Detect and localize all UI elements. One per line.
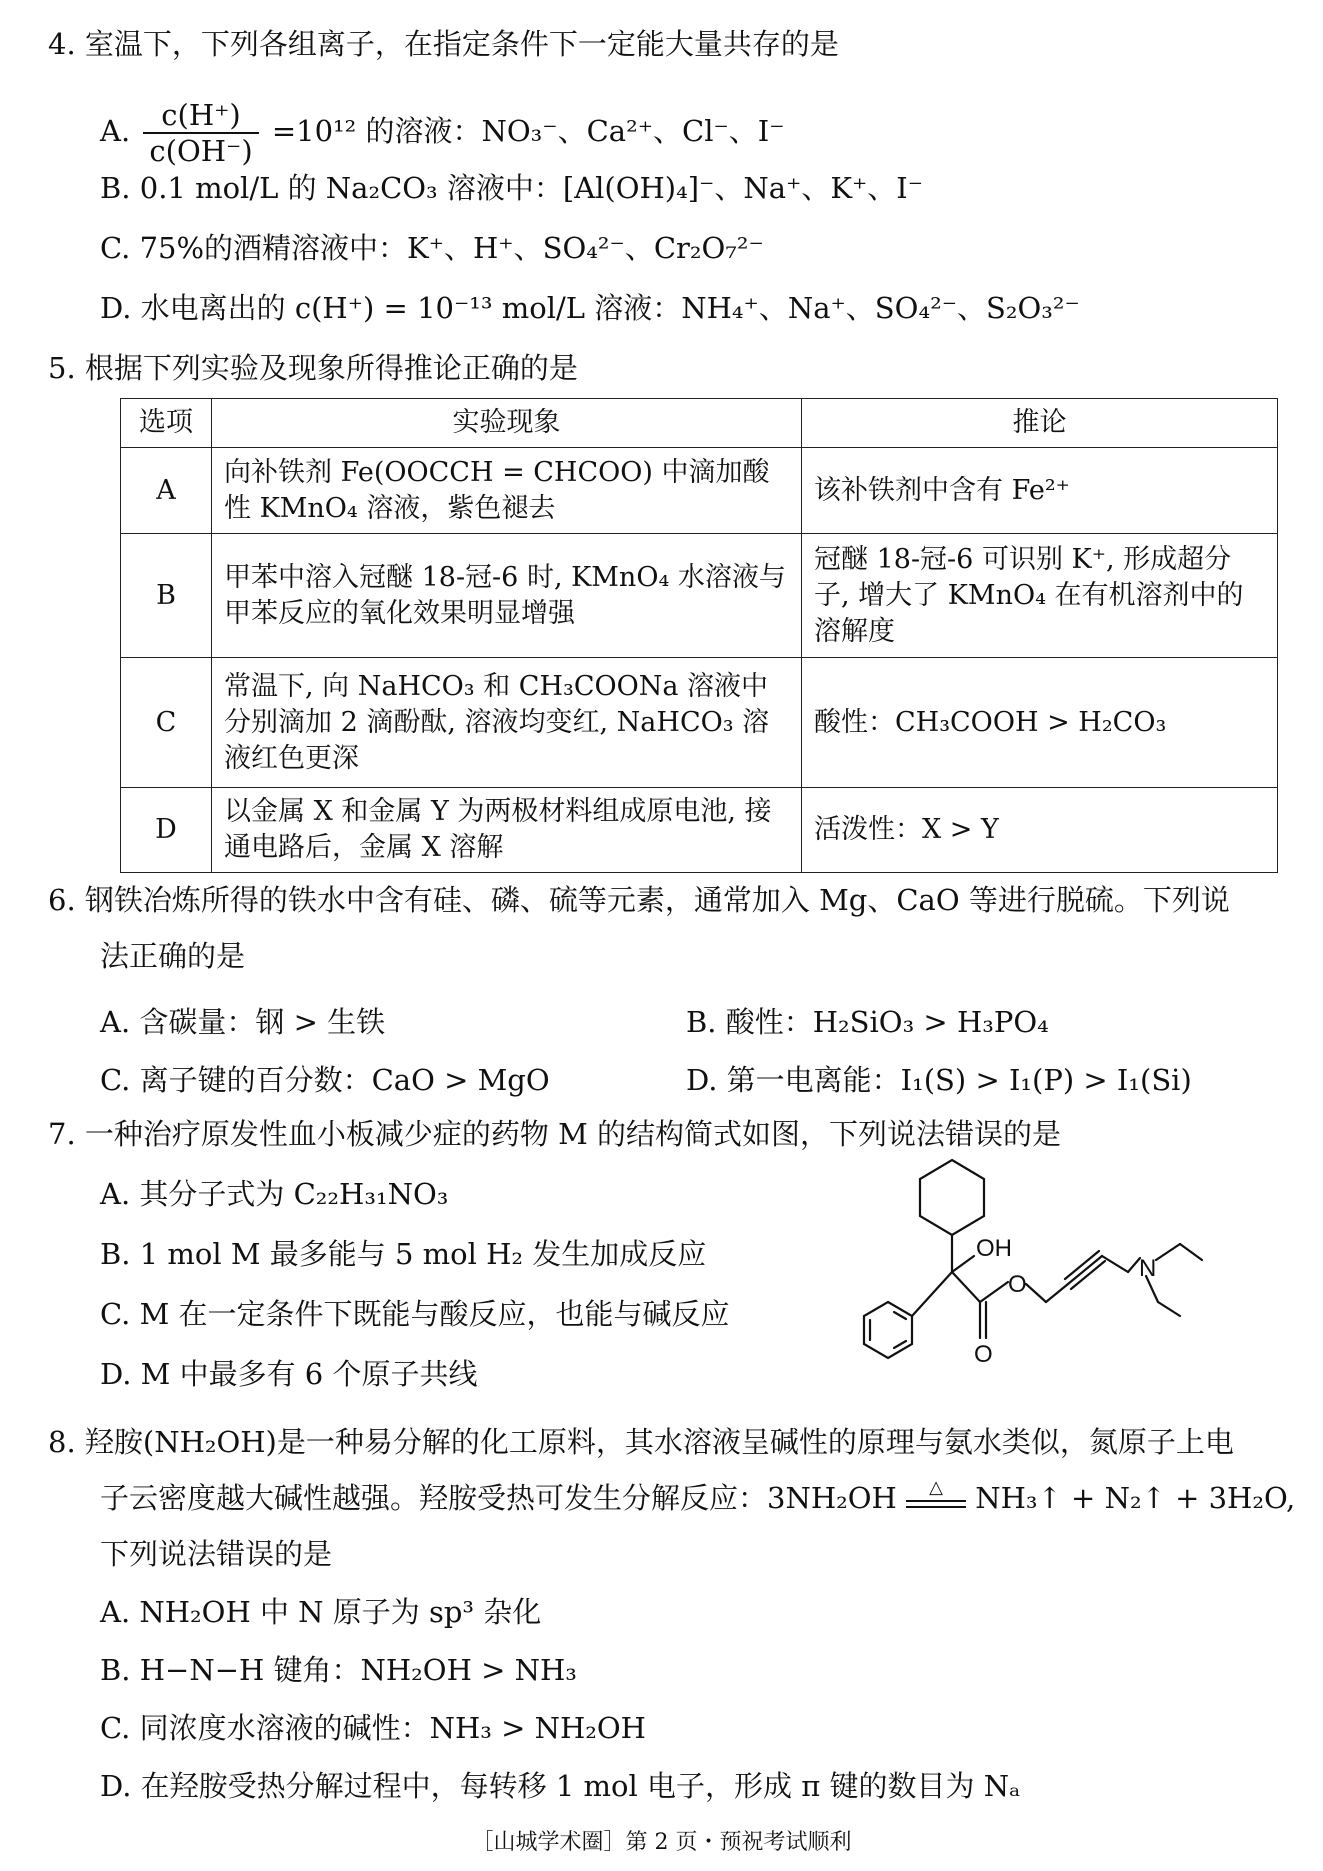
table-header-row [121,399,1278,448]
table-cell-inference: 冠醚 18-冠-6 可识别 K⁺, 形成超分子, 增大了 KMnO₄ 在有机溶剂中的溶解度 [802,534,1278,658]
bond-phenyl-to-center [912,1272,952,1316]
q4-stem: 4. 室温下，下列各组离子，在指定条件下一定能大量共存的是 [48,27,839,61]
table-cell-inference: 该补铁剂中含有 Fe²⁺ [802,448,1278,534]
q4-option-c: C. 75%的酒精溶液中：K⁺、H⁺、SO₄²⁻、Cr₂O₇²⁻ [100,231,764,265]
label-oh: OH [976,1235,1012,1262]
q8-stem-line3: 下列说法错误的是 [100,1537,333,1571]
table-cell-experiment: 以金属 X 和金属 Y 为两极材料组成原电池, 接通电路后，金属 X 溶解 [212,788,802,873]
table-cell-inference: 活泼性：X > Y [802,788,1278,873]
q5-table [120,398,1278,873]
cyclohexane-ring [920,1160,984,1235]
table-row [121,448,1278,534]
q6-stem-line1: 6. 钢铁冶炼所得的铁水中含有硅、磷、硫等元素，通常加入 Mg、CaO 等进行脱硫。下列说 [48,883,1230,917]
q8-option-c: C. 同浓度水溶液的碱性：NH₃ > NH₂OH [100,1711,646,1745]
q4-fraction-denominator: c(OH⁻) [149,134,253,168]
label-n: N [1139,1255,1157,1282]
q4-option-a-text: 的溶液：NO₃⁻、Ca²⁺、Cl⁻、I⁻ [365,114,785,148]
table-cell-option: D [121,788,212,873]
q7-option-b: B. 1 mol M 最多能与 5 mol H₂ 发生加成反应 [100,1237,707,1271]
q4-option-a-label: A. [100,114,131,148]
table-cell-inference: 酸性：CH₃COOH > H₂CO₃ [802,658,1278,788]
table-row [121,658,1278,788]
q8-option-d: D. 在羟胺受热分解过程中，每转移 1 mol 电子，形成 π 键的数目为 Nₐ [100,1769,1021,1803]
q8-option-b: B. H−N−H 键角：NH₂OH > NH₃ [100,1653,577,1687]
q6-option-b: B. 酸性：H₂SiO₃ > H₃PO₄ [686,1005,1049,1039]
q4-fraction [143,98,258,168]
molecule-structure-diagram [840,1152,1220,1377]
q4-option-b: B. 0.1 mol/L 的 Na₂CO₃ 溶液中：[Al(OH)₄]⁻、Na⁺、K⁺、I⁻ [100,171,924,205]
q4-fraction-numerator: c(H⁺) [143,98,258,134]
heating-condition: △ [929,1477,943,1498]
q6-option-d: D. 第一电离能：I₁(S) > I₁(P) > I₁(Si) [686,1063,1192,1097]
table-row [121,534,1278,658]
table-cell-experiment: 甲苯中溶入冠醚 18-冠-6 时, KMnO₄ 水溶液与甲苯反应的氧化效果明显增强 [212,534,802,658]
q4-option-d: D. 水电离出的 c(H⁺) = 10⁻¹³ mol/L 溶液：NH₄⁺、Na⁺、SO₄²⁻、S₂O₃²⁻ [100,291,1080,325]
q8-stem-line2-b: NH₃↑ + N₂↑ + 3H₂O, [975,1481,1296,1515]
q5-stem: 5. 根据下列实验及现象所得推论正确的是 [48,351,578,385]
q8-stem-line2-a: 子云密度越大碱性越强。羟胺受热可发生分解反应：3NH₂OH [100,1481,897,1515]
table-cell-option: A [121,448,212,534]
table-cell-option: B [121,534,212,658]
table-header-inference: 推论 [802,399,1278,448]
q7-option-c: C. M 在一定条件下既能与酸反应，也能与碱反应 [100,1297,730,1331]
table-cell-experiment: 向补铁剂 Fe(OOCCH = CHCOO) 中滴加酸性 KMnO₄ 溶液，紫色褪去 [212,448,802,534]
q6-option-c: C. 离子键的百分数：CaO > MgO [100,1063,550,1097]
table-cell-option: C [121,658,212,788]
q6-option-a: A. 含碳量：钢 > 生铁 [100,1005,386,1039]
benzene-ring [864,1302,912,1358]
q7-option-d: D. M 中最多有 6 个原子共线 [100,1357,478,1391]
q8-option-a: A. NH₂OH 中 N 原子为 sp³ 杂化 [100,1595,542,1629]
heating-arrow [906,1477,966,1508]
label-carbonyl-o: O [974,1341,993,1368]
q8-stem-line2 [100,1477,1296,1516]
q7-stem: 7. 一种治疗原发性血小板减少症的药物 M 的结构简式如图，下列说法错误的是 [48,1117,1062,1151]
q6-stem-line2: 法正确的是 [100,939,246,973]
q4-option-a [100,98,785,168]
table-cell-experiment: 常温下, 向 NaHCO₃ 和 CH₃COONa 溶液中分别滴加 2 滴酚酞, 溶液均变红, NaHCO₃ 溶液红色更深 [212,658,802,788]
q4-option-a-eq: =10¹² [271,114,357,148]
table-header-experiment: 实验现象 [212,399,802,448]
q8-stem-line1: 8. 羟胺(NH₂OH)是一种易分解的化工原料，其水溶液呈碱性的原理与氨水类似，氮原子上电 [48,1425,1234,1459]
table-row [121,788,1278,873]
label-ester-o: O [1008,1271,1027,1298]
page-footer: ［山城学术圈］第 2 页・预祝考试顺利 [471,1830,852,1855]
table-header-option: 选项 [121,399,212,448]
q7-option-a: A. 其分子式为 C₂₂H₃₁NO₃ [100,1177,449,1211]
